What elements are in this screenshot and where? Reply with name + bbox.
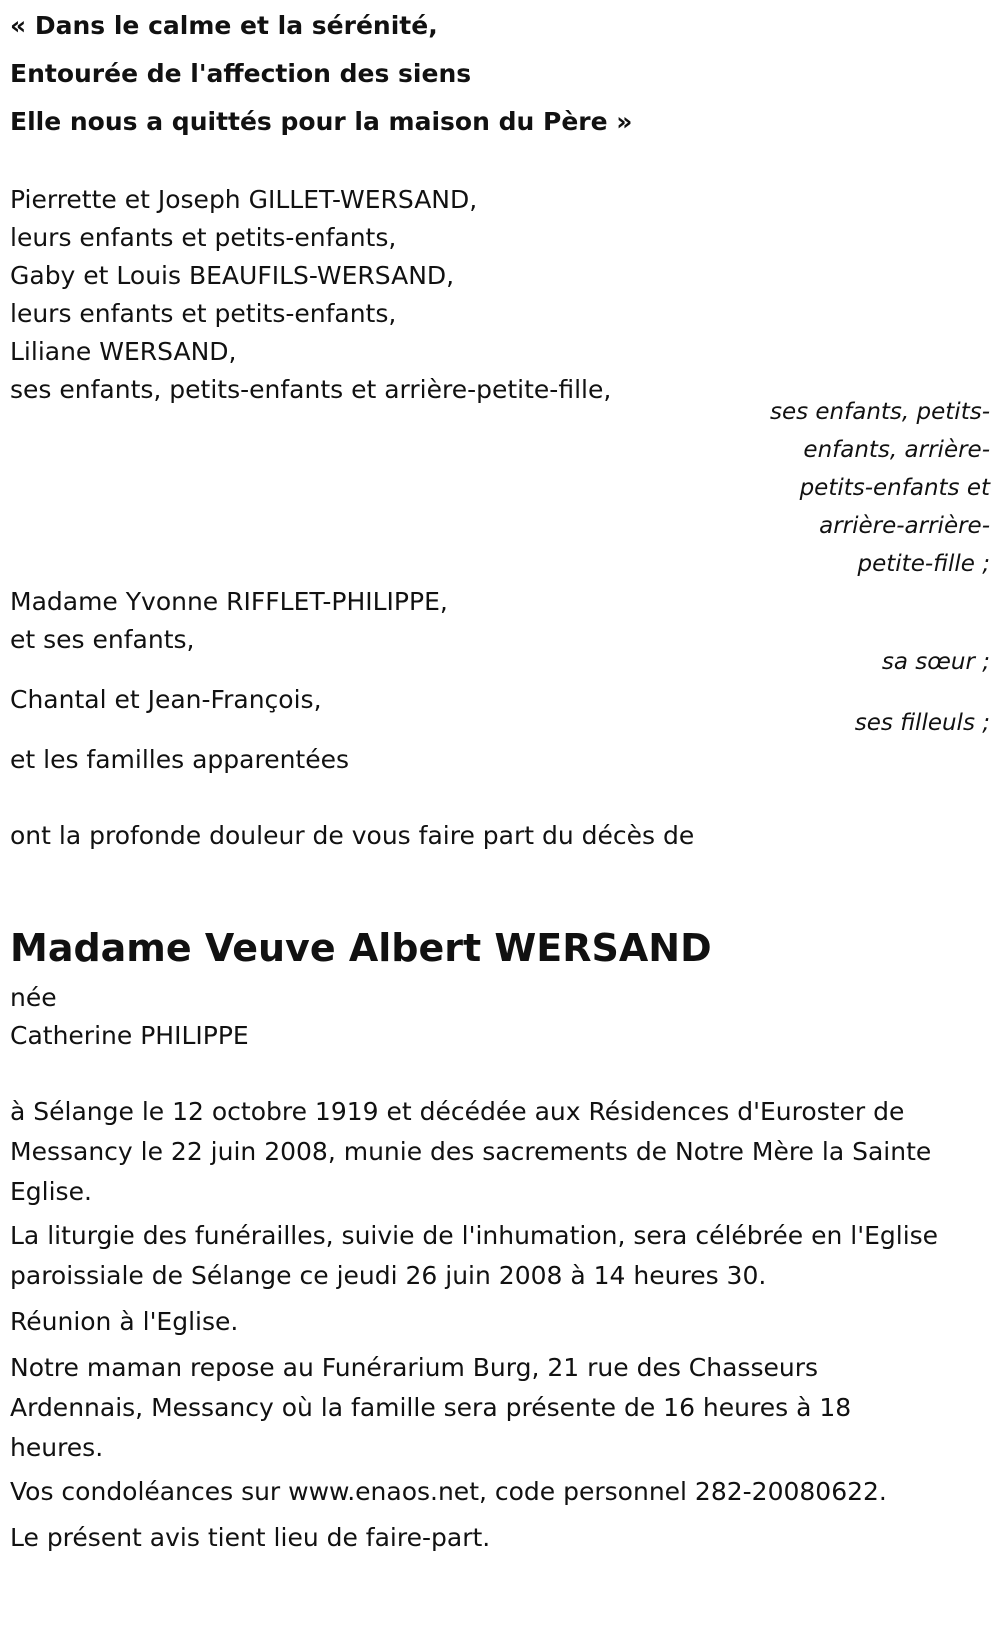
relation-line-1: ses enfants, petits- [769,399,990,425]
meeting-paragraph [10,1302,990,1342]
relation-line-2: enfants, arrière- [803,437,990,463]
paragraph-line: La liturgie des funérailles, suivie de l'inhumation, sera célébrée en l'Eglise [10,1221,939,1250]
birth-death-paragraph [10,1092,990,1212]
family-line-9: Chantal et Jean-François, [10,685,322,714]
funerarium-paragraph [10,1348,990,1468]
announcement: ont la profonde douleur de vous faire part du décès de [10,821,695,850]
sister-label: sa sœur ; [881,649,990,675]
family-line-2: leurs enfants et petits-enfants, [10,223,397,252]
paragraph-line: paroissiale de Sélange ce jeudi 26 juin 2008 à 14 heures 30. [10,1261,767,1290]
paragraph-line: Le présent avis tient lieu de faire-part. [10,1523,491,1552]
godchildren-label: ses filleuls ; [854,710,990,736]
paragraph-line: Vos condoléances sur www.enaos.net, code personnel 282-20080622. [10,1477,887,1506]
paragraph-line: Ardennais, Messancy où la famille sera présente de 16 heures à 18 [10,1393,852,1422]
paragraph-line: heures. [10,1433,104,1462]
epigraph-line-2: Entourée de l'affection des siens [10,59,472,88]
birth-name: Catherine PHILIPPE [10,1021,249,1050]
paragraph-line: à Sélange le 12 octobre 1919 et décédée aux Résidences d'Euroster de [10,1097,905,1126]
family-line-6: ses enfants, petits-enfants et arrière-petite-fille, [10,375,612,404]
relation-line-5: petite-fille ; [857,551,990,577]
paragraph-line: Notre maman repose au Funérarium Burg, 21 rue des Chasseurs [10,1353,819,1382]
family-line-4: leurs enfants et petits-enfants, [10,299,397,328]
family-line-5: Liliane WERSAND, [10,337,237,366]
epigraph-line-3: Elle nous a quittés pour la maison du Père » [10,107,633,136]
family-line-1: Pierrette et Joseph GILLET-WERSAND, [10,185,478,214]
relation-line-3: petits-enfants et [799,475,990,501]
family-line-7: Madame Yvonne RIFFLET-PHILIPPE, [10,587,448,616]
family-line-8: et ses enfants, [10,625,195,654]
paragraph-line: Eglise. [10,1177,92,1206]
nee-label: née [10,983,57,1012]
epigraph-line-1: « Dans le calme et la sérénité, [10,11,438,40]
condolences-paragraph [10,1472,990,1512]
paragraph-line: Messancy le 22 juin 2008, munie des sacrements de Notre Mère la Sainte [10,1137,932,1166]
family-line-3: Gaby et Louis BEAUFILS-WERSAND, [10,261,455,290]
family-line-10: et les familles apparentées [10,745,350,774]
paragraph-line: Réunion à l'Eglise. [10,1307,239,1336]
deceased-name: Madame Veuve Albert WERSAND [10,926,712,970]
funeral-paragraph [10,1216,990,1296]
relation-line-4: arrière-arrière- [819,513,990,539]
notice-paragraph [10,1518,990,1558]
